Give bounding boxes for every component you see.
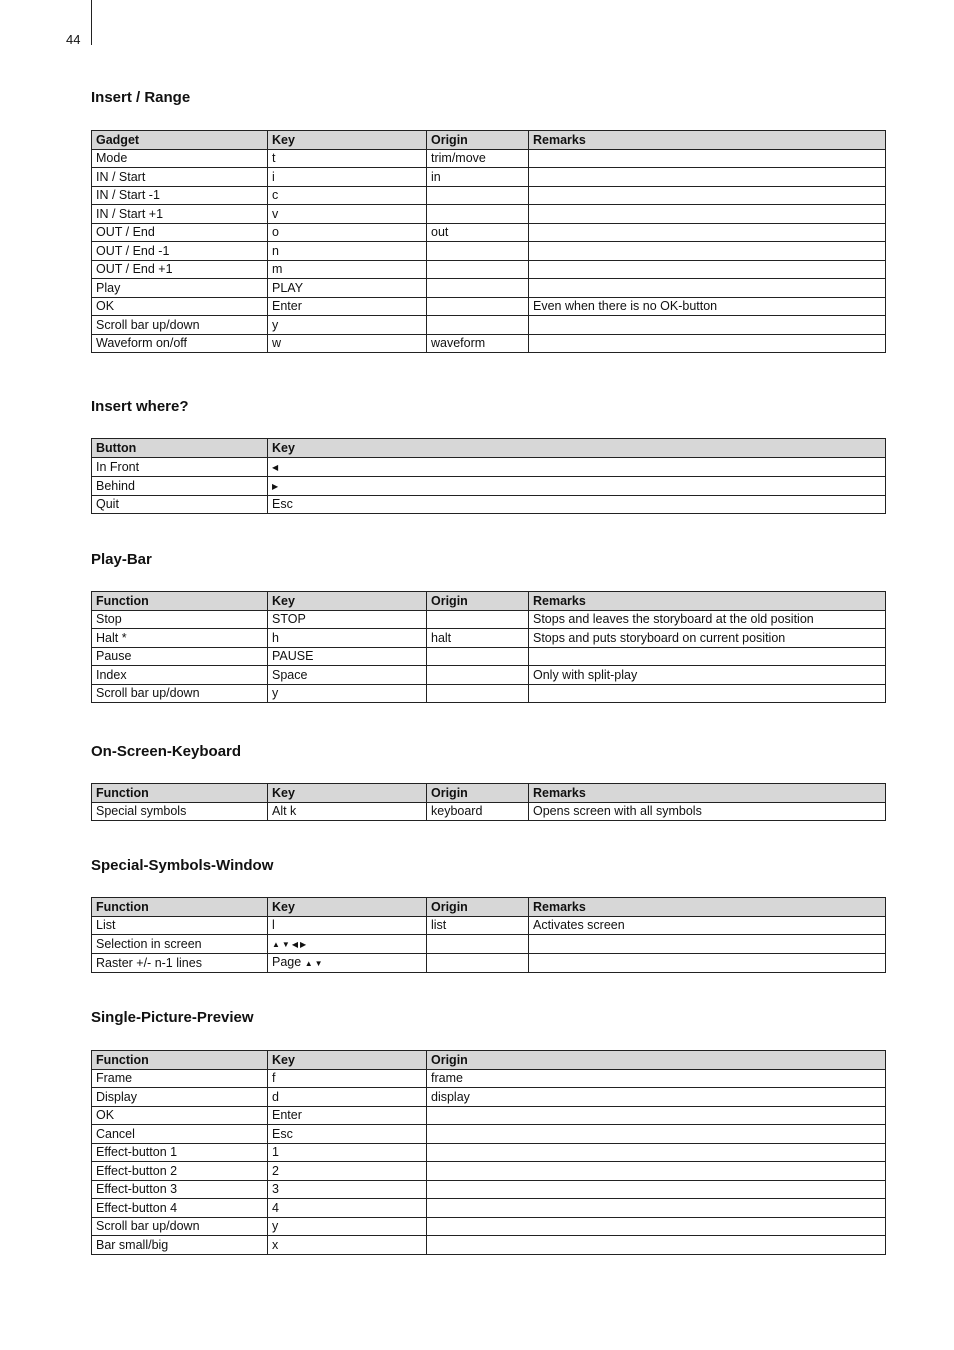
table-cell [92, 149, 268, 168]
table-cell [268, 629, 427, 648]
table-cell [427, 1162, 886, 1181]
table-cell [92, 476, 268, 495]
cell-text: Effect-button 4 [96, 1200, 178, 1215]
cell-text: Stop [96, 612, 122, 626]
table-cell [529, 297, 886, 316]
cell-text: OK [96, 1108, 115, 1122]
play-bar-table [91, 591, 886, 703]
table-row [92, 1180, 886, 1199]
cell-text: y [272, 317, 279, 332]
table-row [92, 802, 886, 821]
column-header: Key [268, 898, 427, 917]
table-cell [92, 260, 268, 279]
cell-text: Special symbols [96, 804, 187, 818]
table-cell [268, 1106, 427, 1125]
cell-text: frame [431, 1071, 463, 1085]
table-cell [427, 1236, 886, 1255]
table-row [92, 610, 886, 629]
cell-text: Play [96, 280, 121, 295]
cell-text: Scroll bar up/down [96, 317, 200, 332]
column-header: Remarks [529, 592, 886, 611]
table-cell [268, 1180, 427, 1199]
table-cell [92, 610, 268, 629]
table-cell [427, 334, 529, 353]
table-cell [529, 242, 886, 261]
table-cell [529, 186, 886, 205]
table-cell [92, 457, 268, 476]
table-cell [92, 1088, 268, 1107]
cell-text: Enter [272, 1108, 302, 1122]
table-row [92, 1088, 886, 1107]
cell-text: f [272, 1071, 276, 1085]
table-row [92, 495, 886, 514]
arrow-down-icon: ▼ [314, 959, 325, 968]
table-cell [529, 647, 886, 666]
column-header: Origin [427, 131, 529, 150]
table-cell [427, 316, 529, 335]
table-cell [92, 223, 268, 242]
column-header: Origin [427, 592, 529, 611]
cell-text: OUT / End +1 [96, 262, 173, 276]
table-cell [268, 1088, 427, 1107]
cell-text: Esc [272, 497, 293, 511]
cell-text: n [272, 243, 279, 258]
table-cell [268, 1236, 427, 1255]
table-cell [427, 954, 529, 973]
cell-text: Halt * [96, 630, 127, 645]
cell-text: Display [96, 1089, 137, 1104]
cell-text: Scroll bar up/down [96, 686, 200, 700]
table-cell [427, 666, 529, 685]
table-cell [427, 916, 529, 935]
table-cell [529, 684, 886, 703]
table-cell [268, 242, 427, 261]
table-cell [529, 168, 886, 187]
table-row [92, 1217, 886, 1236]
cell-text: h [272, 630, 279, 645]
table-cell [268, 149, 427, 168]
table-cell [529, 279, 886, 298]
page-number: 44 [66, 32, 81, 47]
section-title-insert-range: Insert / Range [91, 89, 191, 106]
cell-text: o [272, 225, 279, 239]
table-cell [268, 260, 427, 279]
cell-text: In Front [96, 459, 140, 474]
table-cell [427, 1125, 886, 1144]
table-cell [268, 168, 427, 187]
table-row [92, 205, 886, 224]
cell-text: halt [431, 630, 452, 645]
table-row [92, 223, 886, 242]
table-cell [92, 1236, 268, 1255]
table-cell [268, 205, 427, 224]
cell-text: Alt k [272, 804, 297, 818]
table-cell [529, 935, 886, 954]
table-cell [268, 186, 427, 205]
arrow-down-icon: ▼ [281, 940, 292, 949]
table-cell [92, 1069, 268, 1088]
section-title-insert-where: Insert where? [91, 398, 189, 415]
table-row [92, 647, 886, 666]
table-row [92, 684, 886, 703]
table-cell [92, 1199, 268, 1218]
column-header: Function [92, 898, 268, 917]
table-row [92, 457, 886, 476]
table-cell [268, 1125, 427, 1144]
table-cell [268, 495, 886, 514]
table-cell [427, 1143, 886, 1162]
section-title-play-bar: Play-Bar [91, 551, 152, 568]
column-header: Key [268, 592, 427, 611]
table-row [92, 260, 886, 279]
cell-text: Only with split-play [533, 667, 638, 682]
cell-text: Quit [96, 497, 119, 511]
margin-rule [91, 0, 92, 45]
table-cell [427, 684, 529, 703]
table-cell [268, 476, 886, 495]
cell-text: m [272, 262, 283, 276]
table-cell [92, 242, 268, 261]
table-row [92, 629, 886, 648]
cell-text: Mode [96, 151, 128, 165]
cell-text: Raster +/- n-1 lines [96, 956, 202, 970]
column-header: Origin [427, 1051, 886, 1070]
cell-text: t [272, 151, 276, 165]
table-cell [529, 223, 886, 242]
table-row [92, 168, 886, 187]
column-header: Function [92, 592, 268, 611]
table-cell [268, 647, 427, 666]
table-header-row [92, 898, 886, 917]
table-row [92, 334, 886, 353]
table-cell [529, 802, 886, 821]
arrow-up-icon: ▲ [272, 940, 282, 949]
table-cell [268, 684, 427, 703]
table-cell [92, 297, 268, 316]
single-picture-preview-table [91, 1050, 886, 1255]
arrow-left-icon: ◀ [291, 940, 300, 949]
cell-text: IN / Start -1 [96, 188, 160, 202]
table-cell [529, 610, 886, 629]
table-cell [427, 610, 529, 629]
column-header: Remarks [529, 131, 886, 150]
table-cell [427, 149, 529, 168]
table-row [92, 1199, 886, 1218]
table-cell [92, 954, 268, 973]
cell-text: STOP [272, 612, 306, 626]
table-row [92, 1162, 886, 1181]
table-row [92, 242, 886, 261]
cell-text: Selection in screen [96, 937, 202, 951]
table-cell [268, 316, 427, 335]
table-cell [92, 1106, 268, 1125]
table-row [92, 1143, 886, 1162]
cell-text: IN / Start +1 [96, 206, 164, 221]
column-header: Key [268, 131, 427, 150]
column-header: Gadget [92, 131, 268, 150]
insert-where-table [91, 438, 886, 514]
table-cell [268, 1143, 427, 1162]
table-cell [268, 297, 427, 316]
column-header: Remarks [529, 898, 886, 917]
cell-text: Frame [96, 1071, 133, 1085]
table-cell [268, 802, 427, 821]
cell-text: l [272, 918, 275, 932]
cell-text: 4 [272, 1200, 279, 1215]
table-cell [427, 935, 529, 954]
cell-text: 1 [272, 1145, 279, 1159]
cell-text: Stops and puts storyboard on current position [533, 630, 786, 645]
table-header-row [92, 592, 886, 611]
cell-text: OK [96, 299, 115, 313]
table-header-row [92, 131, 886, 150]
column-header: Origin [427, 898, 529, 917]
cell-text: Index [96, 667, 127, 682]
cell-text: waveform [431, 336, 486, 350]
column-header: Origin [427, 784, 529, 803]
table-cell [427, 168, 529, 187]
table-cell [268, 666, 427, 685]
table-row [92, 1069, 886, 1088]
table-cell [427, 802, 529, 821]
table-cell [427, 1106, 886, 1125]
cell-text: Waveform on/off [96, 336, 188, 350]
cell-text: out [431, 225, 449, 239]
arrow-right-icon: ▶ [272, 481, 281, 491]
table-cell [92, 666, 268, 685]
table-cell [427, 647, 529, 666]
cell-text: w [272, 336, 282, 350]
table-cell [529, 954, 886, 973]
table-cell [92, 168, 268, 187]
table-cell [92, 1143, 268, 1162]
table-cell [427, 1088, 886, 1107]
table-cell [268, 610, 427, 629]
cell-text: keyboard [431, 804, 483, 818]
table-cell [529, 149, 886, 168]
table-cell [268, 334, 427, 353]
cell-text: Enter [272, 299, 302, 313]
table-cell [92, 495, 268, 514]
table-header-row [92, 439, 886, 458]
cell-text: trim/move [431, 151, 486, 165]
table-row [92, 916, 886, 935]
table-cell [92, 205, 268, 224]
cell-text: Esc [272, 1126, 293, 1141]
table-row [92, 1125, 886, 1144]
table-cell [92, 1180, 268, 1199]
table-cell [92, 802, 268, 821]
cell-text: in [431, 169, 441, 184]
table-row [92, 279, 886, 298]
cell-text: PLAY [272, 280, 304, 295]
table-row [92, 476, 886, 495]
table-row [92, 186, 886, 205]
table-cell [92, 684, 268, 703]
table-cell [427, 223, 529, 242]
table-cell [529, 260, 886, 279]
on-screen-keyboard-table [91, 783, 886, 821]
table-cell [268, 279, 427, 298]
table-cell [268, 1069, 427, 1088]
arrow-left-icon: ◀ [272, 462, 281, 472]
column-header: Key [268, 439, 886, 458]
table-cell [427, 260, 529, 279]
cell-text [272, 478, 280, 492]
table-cell [427, 629, 529, 648]
table-cell [529, 629, 886, 648]
table-row [92, 1236, 886, 1255]
table-cell [268, 916, 427, 935]
section-title-special-symbols-window: Special-Symbols-Window [91, 857, 274, 874]
table-cell [92, 647, 268, 666]
insert-range-table [91, 130, 886, 353]
column-header: Function [92, 1051, 268, 1070]
cell-text: x [272, 1237, 279, 1252]
cell-text [272, 459, 280, 473]
table-row [92, 666, 886, 685]
table-cell [92, 1125, 268, 1144]
table-cell [427, 279, 529, 298]
column-header: Key [268, 1051, 427, 1070]
table-cell [268, 457, 886, 476]
arrow-up-icon: ▲ [304, 959, 315, 968]
special-symbols-window-table [91, 897, 886, 973]
table-cell [92, 1162, 268, 1181]
cell-text: OUT / End [96, 225, 155, 239]
table-cell [427, 242, 529, 261]
column-header: Remarks [529, 784, 886, 803]
table-cell [529, 316, 886, 335]
cell-text: OUT / End -1 [96, 243, 170, 258]
table-cell [268, 1162, 427, 1181]
table-header-row [92, 1051, 886, 1070]
table-cell [92, 316, 268, 335]
cell-text [272, 936, 308, 950]
cell-text: v [272, 206, 279, 221]
table-cell [92, 629, 268, 648]
cell-text: Effect-button 1 [96, 1145, 178, 1159]
table-cell [427, 1180, 886, 1199]
table-cell [529, 205, 886, 224]
cell-text: Stops and leaves the storyboard at the old position [533, 612, 814, 626]
table-cell [92, 1217, 268, 1236]
cell-text: Space [272, 667, 308, 682]
table-cell [268, 935, 427, 954]
table-cell [268, 223, 427, 242]
cell-text: List [96, 918, 116, 932]
table-row [92, 954, 886, 973]
table-cell [427, 1217, 886, 1236]
cell-text: PAUSE [272, 649, 314, 663]
cell-text: Activates screen [533, 918, 625, 932]
column-header: Function [92, 784, 268, 803]
table-cell [268, 1199, 427, 1218]
cell-text: c [272, 188, 279, 202]
cell-text: y [272, 686, 279, 700]
table-row [92, 297, 886, 316]
table-cell [92, 334, 268, 353]
cell-text: Cancel [96, 1126, 135, 1141]
section-title-on-screen-keyboard: On-Screen-Keyboard [91, 743, 242, 760]
column-header: Button [92, 439, 268, 458]
cell-text: Even when there is no OK-button [533, 299, 718, 313]
cell-text: 2 [272, 1163, 279, 1178]
table-row [92, 316, 886, 335]
cell-text: Effect-button 3 [96, 1182, 178, 1196]
table-cell [427, 1199, 886, 1218]
table-cell [427, 297, 529, 316]
arrow-right-icon: ▶ [300, 940, 309, 949]
table-cell [529, 666, 886, 685]
table-header-row [92, 784, 886, 803]
table-cell [92, 935, 268, 954]
cell-text: y [272, 1219, 279, 1233]
cell-text: Bar small/big [96, 1237, 169, 1252]
cell-text: Behind [96, 478, 135, 493]
table-cell [427, 186, 529, 205]
cell-text: 3 [272, 1182, 279, 1196]
table-row [92, 149, 886, 168]
cell-text: Scroll bar up/down [96, 1219, 200, 1233]
cell-text: list [431, 918, 447, 932]
table-cell [529, 334, 886, 353]
section-title-single-picture-preview: Single-Picture-Preview [91, 1009, 254, 1026]
table-cell [92, 279, 268, 298]
cell-text: d [272, 1089, 279, 1104]
cell-text: i [272, 169, 275, 184]
table-cell [92, 186, 268, 205]
table-cell [427, 1069, 886, 1088]
table-cell [92, 916, 268, 935]
table-cell [268, 954, 427, 973]
cell-text: Page ▲▼ [272, 955, 325, 969]
cell-text: Effect-button 2 [96, 1163, 178, 1178]
table-cell [427, 205, 529, 224]
cell-text: IN / Start [96, 169, 146, 184]
cell-text: Pause [96, 649, 132, 663]
cell-text: Opens screen with all symbols [533, 804, 702, 818]
table-cell [529, 916, 886, 935]
table-row [92, 1106, 886, 1125]
table-cell [268, 1217, 427, 1236]
cell-text: display [431, 1089, 470, 1104]
column-header: Key [268, 784, 427, 803]
table-row [92, 935, 886, 954]
